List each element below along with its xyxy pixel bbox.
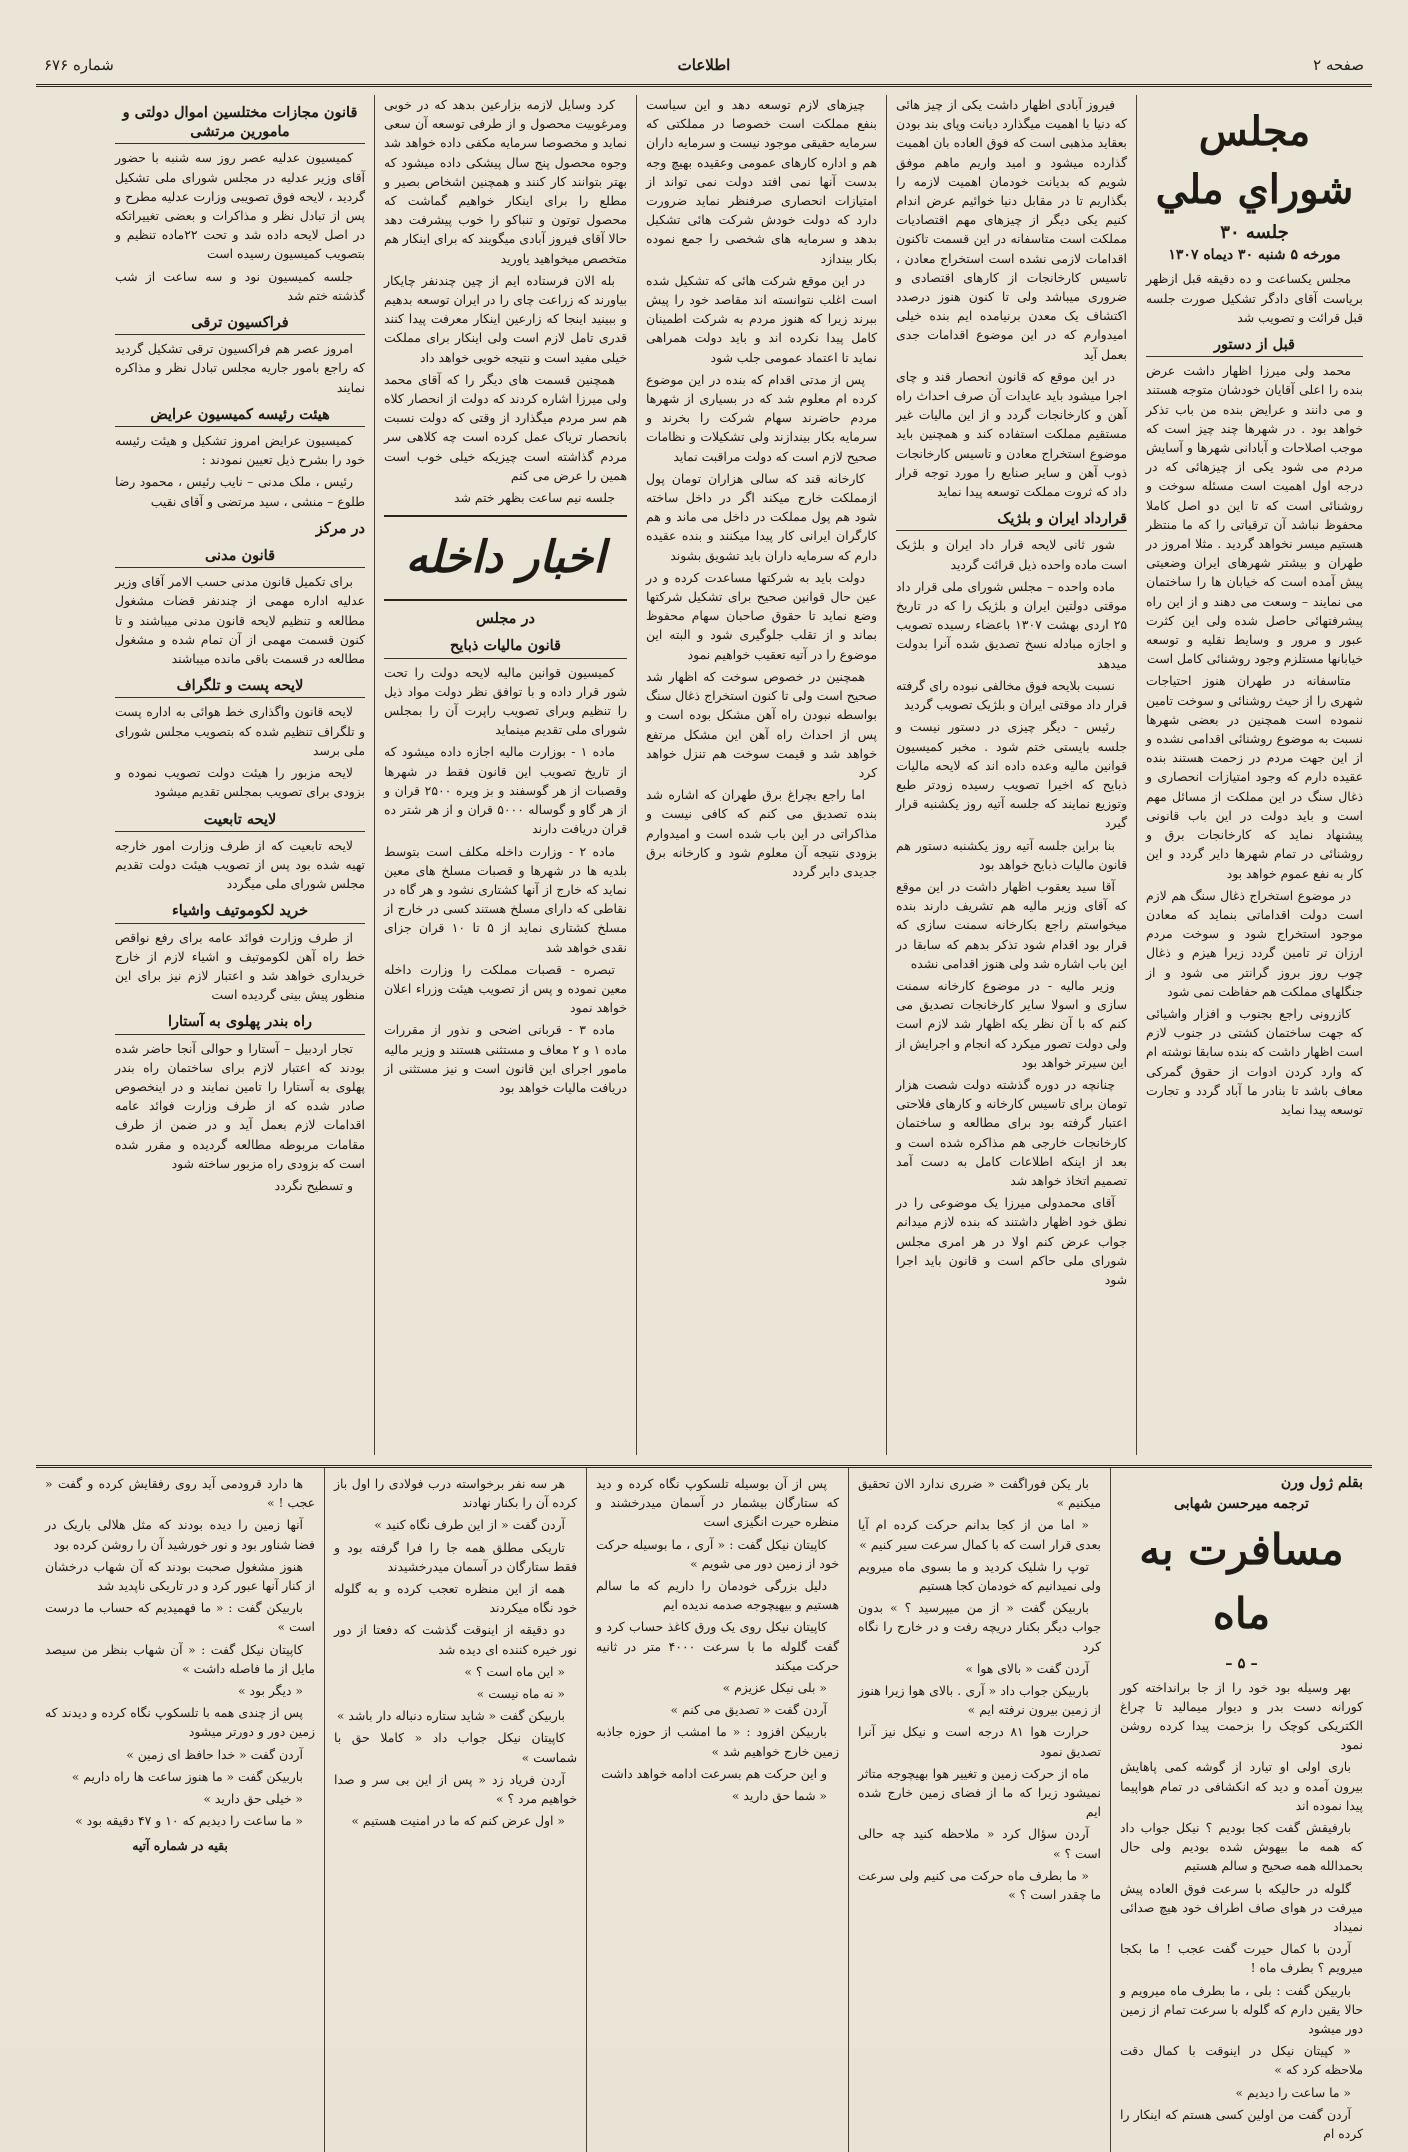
serial-paragraph: باربیکن گفت : بلی ، ما بطرف ماه میرویم و حالا یقین دارم که گلوله با سرعت تمام از زمین دور میشود [1120,1982,1363,2037]
column-domestic-news [374,95,636,1455]
serial-paragraph: کاپیتان نیکل جواب داد « کاملا حق با شماست » [334,1730,577,1765]
road-pahlavi-astara-heading: راه بندر پهلوی به آستارا [115,1012,365,1034]
serial-paragraph: « این ماه است ؟ » [464,1663,565,1679]
serial-column-5 [36,1468,324,2152]
serial-paragraph: بارفیقش گفت کجا بودیم ؟ نیکل جواب داد که همه ما بیهوش شده بودیم ولی حال بحمدالله همه صحیح و سالم هستیم [1120,1820,1363,1874]
speech-paragraph: همچنین در خصوص سوخت که اظهار شد صحیح است ولی تا کنون استخراج ذغال سنگ بواسطه نبودن راه آهن مشکل بوده است و پس از احداث راه آهن این مشکل مرتفع خواهد شد و قیمت سوخت هم تنزل خواهد کرد [646,668,877,780]
speech-paragraph: آقای محمدولی میرزا یک موضوعی را در نطق خود اظهار داشتند که بنده لازم میدانم جواب عرض کنم اولا در هر امری مجلس شورای ملی حاکم است و قانون باید اجرا شود [896,1195,1127,1287]
serial-paragraph: آردن گفت من اولین کسی هستم که اینکار را کرده ام [1120,2106,1363,2142]
session-date: مورخه ۵ شنبه ۳۰ دیماه ۱۳۰۷ [1168,247,1341,264]
serial-paragraph: حرارت هوا ۸۱ درجه است و نیکل نیز آنرا تصدیق نمود [858,1724,1101,1759]
serial-column-2 [848,1468,1110,2152]
serial-paragraph: آردن فریاد زد « پس از این بی سر و صدا خواهیم مرد ؟ » [334,1771,577,1807]
serial-paragraph: آردن گفت « بالای هوا » [965,1660,1089,1676]
serial-paragraph: « دیگر بود » [238,1683,303,1699]
law-paragraph: ماده ۲ - وزارت داخله مکلف است بتوسط بلدیه ها در شهرها و قصبات مسلخ های معین نماید که خارج از آنها کشتاری نشود و هر گاه در نقاطی که دارای مسلخ هستند کسی در خارج از مسلخ کشتاری نماید از ۵ تا ۱۰ قران جزای نقدی خواهد شد [384,843,627,955]
serial-paragraph: آنها زمین را دیده بودند که مثل هلالی باریک در فضا شناور بود و نور خورشید آن را روشن کرده بود [45,1517,315,1552]
serial-paragraph: باری اولی او تیارد از گوشه کمی پاهایش بیرون آمده و دید که انکشافی در تمام هواپیما پیدا نموده اند [1120,1759,1363,1813]
serial-paragraph: همه از این منظره تعجب کرده و به گلوله خود نگاه میکردند [334,1581,577,1616]
serial-paragraph: « اما من از کجا بدانم حرکت کرده ام آیا بعدی قرار است که با کمال سرعت سیر کنیم » [858,1517,1101,1552]
news-paragraph: رئیس ، ملک مدنی – نایب رئیس ، محمود رضا طلوع – منشی ، سید مرتضی و آقای نقیب [115,474,365,509]
speech-paragraph: بله الان فرستاده ایم از چین چندنفر چایکار بیاورند که زراعت چای را در ایران توسعه بدهیم و ببینید اینجا که زارعین اینکار معرفت پیدا کنند قدری تامل لازم است ولی اینکار برای مملکت خیلی مفید است و نتیجه خوبی خواهد داد [384,272,627,365]
speech-paragraph: نسبت بلایحه فوق مخالفی نبوده رای گرفته قرار داد موقتی ایران و بلژیک تصویب گردید [896,677,1127,713]
serial-paragraph: « شما حق دارید » [731,1788,827,1804]
serial-title: مسافرت به ماه [1139,1525,1344,1639]
news-paragraph: و تسطیح نگردد [274,1177,353,1193]
embezzlement-law-heading: قانون مجازات مختلسین اموال دولتی و مامورین مرتشی [115,103,365,144]
serial-paragraph: « ما بطرف ماه حرکت می کنیم ولی سرعت ما چقدر است ؟ » [858,1867,1101,1903]
serial-paragraph: هنوز مشغول صحبت بودند که آن شهاب درخشان از کنار آنها عبور کرد و در تاریکی ناپدید شد [45,1558,315,1594]
serial-column-1 [1110,1468,1372,2152]
serial-paragraph: « ما ساعت را دیدیم که ۱۰ و ۴۷ دقیقه بود » [75,1813,303,1829]
masthead [36,50,1372,87]
column-majlis [1136,95,1372,1455]
speech-paragraph: چیزهای لازم توسعه دهد و این سیاست بنفع مملکت است خصوصا در مملکتی که سرمایه حقیقی موجود نیست و سرمایه داران هم و اداره کارهای عمومی وعقیده بهیچ وجه بدست آنها نمی افتد دولت نمی تواند از امتیازات انحصاری صرفنظر نماید ضرورت دارد که دولت خودش شرکت هائی تشکیل بدهد و سرمایه های شخصی را جمع نموده بکار بیندازد [646,97,877,266]
speech-paragraph: بنا براین جلسه آتیه روز یکشنبه دستور هم قانون مالیات ذبایح خواهد بود [896,837,1127,872]
serial-paragraph: کاپیتان نیکل گفت : « آری ، ما بوسیله حرکت خود از زمین دور می شویم » [596,1536,839,1571]
speech-paragraph: دولت باید به شرکتها مساعدت کرده و در عین حال قوانین صحیح برای تشکیل شرکتها وضع نماید تا حقوق صاحبان سهام محفوظ بماند و از تقلب جلوگیری شود و البته این موضوع را در آتیه تعقیب خواهیم نمود [646,569,877,662]
serial-paragraph: و این حرکت هم بسرعت ادامه خواهد داشت [601,1765,827,1781]
news-paragraph: کمیسیون عرایض امروز تشکیل و هیئت رئیسه خود را بشرح ذیل تعیین نمودند : [115,433,365,468]
civil-law-heading: قانون مدنی [115,546,365,568]
serial-paragraph: بهر وسیله بود خود را از جا برانداخته کور کورانه دست بدر و دیوار میمالید تا چراغ الکتریکی کوچک را بزحمت پیدا کرده روشن نمود [1120,1679,1363,1753]
issue-number: شماره ۶۷۶ [44,56,114,74]
news-paragraph: برای تکمیل قانون مدنی حسب الامر آقای وزیر عدلیه اداره مهمی از چندنفر قضات مشغول مطالعه و تنظیم لایحه قانون مدنی میباشند و تا کنون قسمت مهمی از آن تمام شده و مشغول مطالعه در قسمت باقی مانده میباشند [115,574,365,667]
domestic-news-headline: اخبار داخله [384,515,627,601]
serial-paragraph: باربیکن جواب داد « آری . بالای هوا زیرا هنوز از زمین بیرون نرفته ایم » [858,1683,1101,1718]
serial-paragraph: « خیلی حق دارید » [203,1791,303,1807]
serial-chapter: – ۵ – [1225,1655,1258,1673]
speech-paragraph: اما راجع بچراغ برق طهران که اشاره شد بنده تصدیق می کنم که کافی نیست و مذاکراتی در این باب شده است و امیدوارم بزودی نتیجه آن معلوم شود و کارخانه برق جدیدی دایر گردد [646,787,877,879]
news-paragraph: لایحه مزبور را هیئت دولت تصویب نموده و بزودی برای تصویب بمجلس تقدیم میشود [115,765,365,800]
serial-paragraph: کاپیتان نیکل روی یک ورق کاغذ حساب کرد و گفت گلوله ما با سرعت ۴۰۰۰ متر در ثانیه حرکت میکند [596,1619,839,1673]
serial-translator: ترجمه میرحسن شهابی [1174,1496,1309,1513]
serial-paragraph: کاپیتان نیکل گفت : « آن شهاب بنظر من سیصد مایل از ما فاصله داشت » [45,1641,315,1676]
column-brief-news [106,95,374,1455]
serial-continued: بقیه در شماره آتیه [132,1838,228,1854]
belgium-contract-heading: قرارداد ایران و بلژیک [896,509,1127,531]
law-paragraph: تبصره - قصبات مملکت را وزارت داخله معین نموده و پس از تصویب هیئت وزراء اعلان خواهد نمود [384,961,627,1016]
speech-paragraph: کارخانه قند که سالی هزاران تومان پول ازمملکت خارج میکند اگر در داخل ساخته شود هم پول مملکت در داخل می ماند و هم کارگران ایرانی کار پیدا میکنند و بنده عقیده دارم که سرمایه داران باید تشویق بشوند [646,470,877,563]
news-paragraph: کمیسیون عدلیه عصر روز سه شنبه با حضور آقای وزیر عدلیه در مجلس شورای ملی تشکیل گردید ، لایحه فوق تصویبی وزارت عدلیه مطرح و پس از تبادل نظر و مذاکرات و بعضی تغییراتکه در اصل لایحه داده شد و تحت ۲۲ماده تنظیم و بتصویب کمیسیون رسیده است [115,150,365,262]
serial-paragraph: « بلی نیکل عزیزم » [722,1680,827,1696]
post-telegraph-heading: لایحه پست و تلگراف [115,676,365,698]
serial-paragraph: تاریکی مطلق همه جا را فرا گرفته بود و فقط ستارگان در آسمان میدرخشیدند [334,1539,577,1574]
speech-paragraph: فیروز آبادی اظهار داشت یکی از چیز هائی که دنیا با اهمیت میگذارد دیانت وپای بند بودن بعقاید مذهبی است که فوق العاده بان اهمیت گذارده میشود و امید واریم ماهم موفق شویم که بدیانت خودمان اهمیت لازمه را بگذاریم تا در مقابل دنیا خوائیم عرض اندام کنیم یکی دیگر از چیزهای مهم اقتصادیات مملکت است متاسفانه در این قسمت تاکنون اقدامات لازمی نشده است استخراج معادن ، تاسیس کارخانجات از کارهای اقتصادی و ضروری میباشد ولی تا کنون هنوز درصدد اکتشاف یک معدن برنیامده ایم بنده خیلی امیدوارم که در این موضوع اقدامات جدی بعمل آید [896,97,1127,362]
serial-paragraph: باربیکن گفت « شاید ستاره دنباله دار باشد » [336,1708,565,1724]
top-columns [36,95,1372,1455]
serial-paragraph: آردن گفت « تصدیق می کنم » [670,1702,827,1718]
slaughter-tax-heading: قانون مالیات ذبایح [384,636,627,658]
serial-paragraph: باربیکن گفت : « ما فهمیدیم که حساب ما درست است » [45,1600,315,1635]
serial-paragraph: ها دارد قرودمی آید روی رفقایش کرده و گفت « عجب ! » [45,1476,315,1511]
column-speeches-2 [636,95,886,1455]
speech-paragraph: همچنین قسمت های دیگر را که آقای محمد ولی میرزا اشاره کردند که دولت از انحصار کلاه هم سر مردم میگذارد از وقتی که دولت نسبت بانحصار تریاک عمل کرده است چه کلاهی سر مردم گذاشته است چیزیکه خیلی خوب است همین را عرض می کنم [384,371,627,483]
progress-faction-heading: فراکسیون ترقی [115,313,365,335]
majlis-paragraph: کازرونی راجع بجنوب و افزار واشیائی که جهت ساختمان کشتی در جنوب لازم است اظهار داشت که بنده سابقا نوشته ام که وارد کردن ادوات از حقوق گمرکی معاف باشد تا بنادر ما آباد گردد و تجارت توسعه پیدا نماید [1146,1005,1363,1117]
in-majlis-heading: در مجلس [476,610,535,628]
speech-paragraph: وزیر مالیه - در موضوع کارخانه سمنت سازی و اسولا ساير کارخانجات تصدیق می کنم که با آن نظر یکه اظهار شد لازم است ولی دولت تصور میکرد که انجام و اجرایش از این سیرتر خواهد بود [896,977,1127,1070]
column-speeches [886,95,1136,1455]
session-number: جلسه ۳۰ [1220,222,1289,243]
speech-paragraph: کرد وسایل لازمه بزارعین بدهد که در خوبی ومرغوبیت محصول و از طرفی توسعه آن سعی نماید و مخصوصا سرمایه مکفی داده خواهد شد وجوه محصول پنج سال پیشکی داده میشود که بهتر بتوانند کار کنند و همچنین اشخاص بصیر و مطلع را برای اینکار خواهیم گماشت که محصول توتون و تنباکو را خوب پیشرفت دهد حالا آقای فیروز آبادی میگویند که برای اینکار هم متخصص میخواهید یاورید [384,97,627,266]
serial-paragraph: هر سه نفر برخواسته درب فولادی را اول باز کرده آن را بکنار نهادند [334,1476,577,1511]
news-paragraph: امروز عصر هم فراکسیون ترقی تشکیل گردید که راجع بامور جاریه مجلس تبادل نظر و مذاکره نمایند [115,341,365,395]
majlis-intro: مجلس یکساعت و ده دقیقه قبل ازظهر بریاست آقای دادگر تشکیل صورت جلسه قبل قرائت و تصویب شد [1146,271,1363,325]
law-paragraph: ماده ۳ - قربانی اضحی و نذور از مقررات ماده ۱ و ۲ معاف و مستثنی هستند و وزیر مالیه مامور اجرای این قانون است و نیز مستثنی از دریافت مالیات خواهد بود [384,1022,627,1095]
speech-paragraph: رئیس - دیگر چیزی در دستور نیست و جلسه بایستی ختم شود . مخبر کمیسیون قوانین مالیه وعده داده اند که لایحه مالیات ذبایح که اخیرا تصویب رسیده زودتر طبع وتوزیع نمایند که جلسه آتیه روز یکشنبه قرار گیرد [896,719,1127,831]
speech-paragraph: در این موقع شرکت هائی که تشکیل شده است اغلب نتوانسته اند مقاصد خود را پیش ببرند زیرا که هنوز مردم به شرکت اطمینان کامل پیدا نکرده اند و باید دولت همراهی نماید تا اعتماد عمومی جلب شود [646,272,877,365]
news-paragraph: لایحه تابعیت که از طرف وزارت امور خارجه تهیه شده بود پس از تصویب هیئت دولت تقدیم مجلس شورای ملی میگردد [115,837,365,892]
serial-paragraph: « نه ماه نیست » [476,1686,565,1702]
serial-paragraph: آردن گفت « خدا حافظ ای زمین » [126,1746,303,1762]
majlis-headline: مجلس شوراي ملي [1155,108,1354,213]
serial-byline: بقلم ژول ورن [1280,1475,1363,1491]
law-paragraph: کمیسیون قوانین مالیه لایحه دولت را تحت شور قرار داده و با توافق نظر دولت مواد ذیل را تنظیم وبرای تصویب راپرت آن را بمجلس شورای ملی تقدیم مینماید [384,664,627,738]
newspaper-name: اطلاعات [677,56,731,74]
petitions-committee-heading: هیئت رئیسه کمیسیون عرایض [115,405,365,427]
serial-paragraph: باربیکن گفت « از من میپرسید ؟ » بدون جواب دیگر بکنار دریچه رفت و در خارج را نگاه کرد [858,1600,1101,1654]
majlis-paragraph: در موضوع استخراج ذغال سنگ هم لازم است دولت اقداماتی بنماید که معادن موجود استخراج شود و سوخت مردم ارزان تر تامین گردد زیرا هیزم و ذغال چوب روز بروز گرانتر می شود و از جنگلهای مملکت هم حفاظت نمی شود [1146,887,1363,999]
speech-paragraph: شور ثانی لایحه قرار داد ایران و بلژیک است ماده واحده ذیل قرائت گردید [896,537,1127,572]
speech-paragraph: ماده واحده – مجلس شورای ملی قرار داد موقتی دولتین ایران و بلژیک را که در تاریخ ۲۵ اردی بهشت ۱۳۰۷ باعضاء رسیده تصویب و اجازه مبادله نسخ تصدیق شده آنرا بدولت میدهد [896,578,1127,671]
news-paragraph: از طرف وزارت فوائد عامه برای رفع نواقص خط راه آهن لکوموتیف و اشیاء لازم از خارج خریداری خواهد شد و اعتبار لازم نیز برای این منظور پیش بینی گردیده است [115,929,365,1003]
majlis-paragraph: محمد ولی میرزا اظهار داشت عرض بنده را اعلی آقایان خودشان متوجه هستند و می دانند و عرایض بنده من باب تذکر خواهد بود . در شهرها چند چیز است که موجب اصلاحات و آبادانی شهرها و آسایش مردم می شود یکی از چیزهائی که در درجه اول اهمیت است مسئله سوخت و روشنائی است که تا این دو اصل کاملا محفوظ نباشد آن ترقیاتی را که ما منتظر هستیم میسر نخواهد گردید . مثلا امروز در طهران و بیشتر شهرهای ایران وضعیتی پیش آمده است که خیابان ها را ساختمان می نمایند – وسعت می دهند و از این راه پیشرفتهائی حاصل شده ولی این کثرت عبور و مرور و وسایط نقلیه و توسعه خیابانها مستلزم وجود روشنائی کامل است [1146,363,1363,667]
serial-paragraph: پس از چندی همه با تلسکوپ نگاه کرده و دیدند که زمین دور و دورتر میشود [45,1705,315,1740]
serial-paragraph: گلوله در حالیکه با سرعت فوق العاده پیش میرفت در هوای صاف اطراف خود هیچ صدائی نمیداد [1120,1880,1363,1935]
news-paragraph: تجار اردبیل – آستارا و حوالی آنجا حاضر شده بودند که اعتبار لازم برای ساختمان راه بندر پهلوی به آستارا را تامین نمایند و در اینخصوص صادر شده که از طرف وزارت فوائد عامه اقدامات لازم بعمل آید و در ضمن از طرف مقامات مربوطه مطالعه گردیده و مقرر شده است که بزودی راه مزبور ساخته شود [115,1040,365,1171]
serial-paragraph: ماه از حرکت زمین و تغییر هوا بهیچوجه متاثر نمیشود زیرا که ما از فضای زمین خارج شده ایم [858,1765,1101,1820]
law-paragraph: ماده ۱ - بوزارت مالیه اجازه داده میشود که از تاریخ تصویب این قانون فقط در شهرها وقصبات از هر گوسفند و بز ویره ۲۵۰۰ قران و از هر گاو و گوساله ۵۰۰۰ قران و از هر شتر ده قران دریافت دارند [384,744,627,837]
serial-paragraph: توپ را شلیک کردید و ما بسوی ماه میرویم ولی نمیدانیم که خودمان کجا هستیم [858,1558,1101,1594]
serial-paragraph: آردن با کمال حیرت گفت عجب ! ما بکجا میرویم ؟ بطرف ماه ! [1120,1941,1363,1976]
serial-section [36,1465,1372,2142]
speech-paragraph: پس از مدتی اقدام که بنده در این موضوع کرده ام معلوم شد که در بسیاری از شهرها مردم حاضرند سهام شرکت را بخرند و سرمایه بکار بیندازند ولی تشکیلات و نظامات صحیح لازم است که دولت مراقبت نماید [646,371,877,464]
serial-paragraph: آردن سؤال کرد « ملاحظه کنید چه حالی است ؟ » [858,1826,1101,1861]
center-heading: در مرکز [315,519,365,537]
serial-paragraph: باربیکن افزود : « ما امشب از حوزه جاذبه زمین خارج خواهیم شد » [596,1724,839,1759]
serial-paragraph: دلیل بزرگی خودمان را داریم که ما سالم هستیم و بیهیچوجه صدمه ندیده ایم [596,1578,839,1613]
speech-paragraph: آقا سید یعقوب اظهار داشت در این موقع که آقای وزیر مالیه هم تشریف دارند بنده میخواستم راجع بکارخانه سمنت سازی که قرار بود اقدام شود تذکر بدهم که سابقا در این باب اشاره شد ولی هنوز اقدامی نشده [896,878,1127,971]
pre-agenda-heading: قبل از دستور [1146,335,1363,357]
serial-paragraph: باربیکن گفت « ما هنوز ساعت ها راه داریم » [71,1768,303,1784]
serial-column-3 [586,1468,848,2152]
serial-paragraph: دو دقیقه از اینوقت گذشت که دفعتا از دور نور خیره کننده ای دیده شد [334,1622,577,1657]
serial-paragraph: بار یکن فوراگفت « ضرری ندارد الان تحقیق میکنیم » [858,1476,1101,1511]
locomotive-purchase-heading: خرید لکوموتیف واشیاء [115,901,365,923]
nationality-bill-heading: لایحه تابعیت [115,810,365,832]
news-paragraph: لایحه قانون واگذاری خط هوائی به اداره پست و تلگراف تنظیم شده که بتصویب مجلس شورای ملی برسد [115,704,365,758]
serial-paragraph: « اول عرض کنم که ما در امنیت هستیم » [351,1813,565,1829]
serial-paragraph: پس از آن بوسیله تلسکوپ نگاه کرده و دید که ستارگان بیشمار در آسمان میدرخشند و منظره حیرت انگیزی است [596,1476,839,1530]
news-paragraph: جلسه کمیسیون نود و سه ساعت از شب گذشته ختم شد [115,268,365,303]
majlis-paragraph: متاسفانه در طهران هنوز احتیاجات شهری را از حیث روشنائی و سوخت تامین ننموده است همچنین در بعضی شهرها نسبت به موضوع روشنائی اقدامی نشده و از این جهت مردم در زحمت هستند بنده عقیده دارم که وجود امتیازات انحصاری و ذغال سنگ در این مملکت از مسائل مهم است و باید دولت در این باب قانونی پیشنهاد نماید که کارخانجات برق و روشنائی در تمام شهرها دایر گردد و این کار به نفع عموم خواهد بود [1146,673,1363,881]
session-end: جلسه نیم ساعت بظهر ختم شد [454,490,615,506]
speech-paragraph: چنانچه در دوره گذشته دولت شصت هزار تومان برای تاسیس کارخانه و کارهای فلاحتی اعتبار گرفته بود برای مطالعه و ساختمان کارخانجات خارجی هم مذاکره شده است و بعد از اینکه اطلاعات کامل به دست آمد تصمیم اتخاذ خواهد شد [896,1076,1127,1188]
speech-paragraph: در این موقع که قانون انحصار قند و چای اجرا میشود باید عایدات آن صرف احداث راه آهن و کارخانجات گردد و از این مالیات غیر مستقیم مملکت استفاده کند و همچنین باید موضوع استخراج معادن و تاسیس کارخانجات ذوب آهن و سایر صنایع را مورد توجه قرار داد که ثروت مملکت توسعه پیدا نماید [896,368,1127,500]
serial-paragraph: « کپیتان نیکل در اینوقت با کمال دقت ملاحظه کرد که » [1120,2043,1363,2078]
serial-paragraph: آردن گفت « از این طرف نگاه کنید » [374,1517,565,1533]
serial-column-4 [324,1468,586,2152]
page-number: صفحه ۲ [1313,56,1364,74]
serial-paragraph: « ما ساعت را دیدیم » [1235,2084,1351,2100]
